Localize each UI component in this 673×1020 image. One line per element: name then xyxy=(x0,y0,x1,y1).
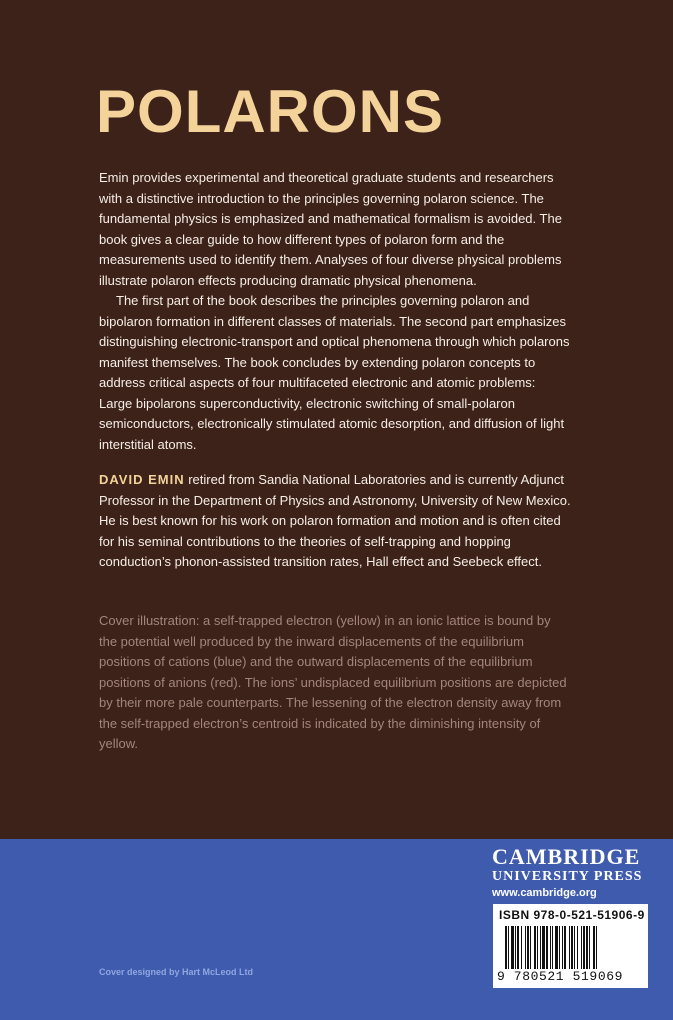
publisher-url: www.cambridge.org xyxy=(492,887,597,899)
book-title: POLARONS xyxy=(96,78,445,145)
publisher-name-line1: CAMBRIDGE xyxy=(492,844,641,869)
ean-number: 9 780521 519069 xyxy=(497,969,624,984)
cover-designer-credit: Cover designed by Hart McLeod Ltd xyxy=(99,967,254,977)
publisher-name-line2: UNIVERSITY PRESS xyxy=(492,869,643,884)
barcode xyxy=(493,904,648,988)
author-name: DAVID EMIN xyxy=(99,472,185,487)
description-paragraph-2: The first part of the book describes the principles governing polaron and bipolaron formation in different classes of materials. The second part emphasizes distinguishing electronic-transport and optical phenomena through which polarons manifest themselves. The book concludes by extending polaron concepts to address critical aspects of four multifaceted electronic and atomic problems: Large bipolarons superconductivity, electronic switching of small-polaron semiconductors, electronically stimulated atomic desorption, and diffusion of light interstitial atoms. xyxy=(99,293,570,452)
isbn-label: ISBN 978-0-521-51906-9 xyxy=(499,908,645,922)
book-description xyxy=(99,168,571,455)
publisher-logo xyxy=(492,845,652,901)
author-bio-text: retired from Sandia National Laboratories and is currently Adjunct Professor in the Department of Physics and Astronomy, University of New Mexico. He is best known for his work on polaron formation and motion and is often cited for his seminal contributions to the theories of self-trapping and hopping conduction’s phonon-assisted transition rates, Hall effect and Seebeck effect. xyxy=(99,472,571,569)
cover-illustration-credit: Cover illustration: a self-trapped electron (yellow) in an ionic lattice is bound by the potential well produced by the inward displacements of the equilibrium positions of cations (blue) and the outward displacements of the equilibrium positions of anions (red). The ions’ undisplaced equilibrium positions are depicted by their more pale counterparts. The lessening of the electron density away from the self-trapped electron’s centroid is indicated by the diminishing intensity of yellow. xyxy=(99,613,567,751)
description-paragraph-1: Emin provides experimental and theoretical graduate students and researchers with a distinctive introduction to the principles governing polaron science. The fundamental physics is emphasized and mathematical formalism is avoided. The book gives a clear guide to how different types of polaron form and the measurements used to identify them. Analyses of four diverse physical problems illustrate polaron effects producing dramatic physical phenomena. xyxy=(99,170,562,288)
author-bio xyxy=(99,470,571,573)
